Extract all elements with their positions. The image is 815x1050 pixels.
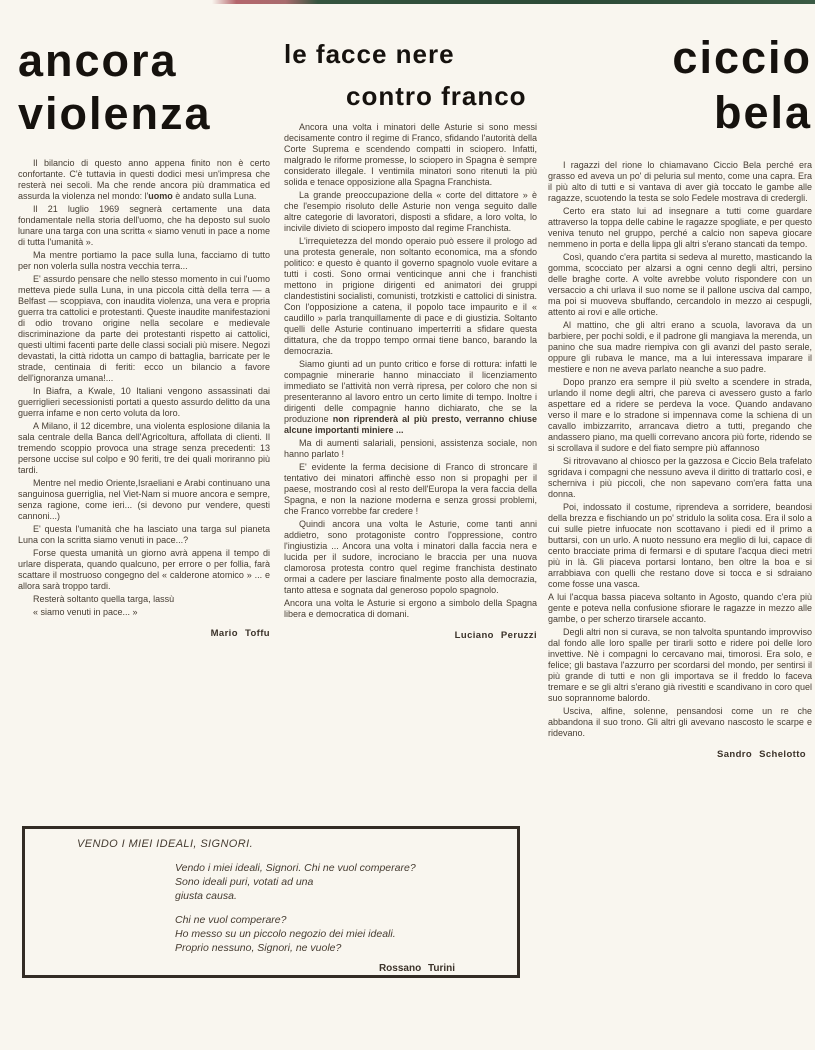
article-body xyxy=(18,158,270,639)
paragraph: In Biafra, a Kwale, 10 Italiani vengono assassinati dai guerriglieri secessionisti portati a questo assurdo delitto da una guerra infame e non certo voluta da loro. xyxy=(18,386,270,418)
author-signature: Luciano Peruzzi xyxy=(454,630,537,641)
author-signature: Rossano Turini xyxy=(378,963,455,974)
poem-line: Vendo i miei ideali, Signori. Chi ne vuol comperare? xyxy=(175,862,416,874)
paragraph xyxy=(284,359,537,436)
headline-line: violenza xyxy=(18,88,212,139)
poem-box xyxy=(22,826,520,978)
poem-body xyxy=(175,861,517,955)
paragraph: Poi, indossato il costume, riprendeva a sorridere, beandosi della brezza e fischiando un po' stridulo la solita cosa. Era il solo a cui sulle pietre infuocate non scottavano i piedi ed il primo a buttarsi, con un urlo. A nuoto nessuno era meglio di lui, capace di cento bracciate prima di fermarsi e di sputare l'acqua dieci metri più in là. Gli piaceva portarsi lontano, ben oltre la boa e si arrabbiava con quelli che restano dove si tocca e si sdraiano come fosse una vasca. xyxy=(548,502,812,589)
article-body xyxy=(548,160,812,760)
headline-line: le facce nere xyxy=(284,39,455,69)
paragraph: Ancora una volta i minatori delle Asturie si sono messi decisamente contro il regime di Franco, sfidando l'autorità della Corte Suprema e scendendo compatti in sciopero. Infatti, malgrado le riforme promesse, lo sciopero in Spagna è sempre considerato illegale. I ventimila minatori sono ritenuti la più solida e tenace opposizione alla Spagna Franchista. xyxy=(284,122,537,187)
headline-line: ancora xyxy=(18,35,178,86)
paragraph: A lui l'acqua bassa piaceva soltanto in Agosto, quando c'era più gente e poteva nella confusione sfiorare le ragazze in mezzo alle gambe, o per scherzo tirarsele accanto. xyxy=(548,592,812,624)
paragraph: Al mattino, che gli altri erano a scuola, lavorava da un barbiere, per pochi soldi, e il padrone gli mangiava la merenda, un panino che sua madre riempiva con gli avanzi del pasto serale, oppure gli rubava le mance, ma a lui interessava imparare il mestiere e non ne aveva parlato neanche a suo padre. xyxy=(548,320,812,374)
paragraph: Certo era stato lui ad insegnare a tutti come guardare attraverso la toppa delle cabine le ragazze spogliate, e per questo veniva tenuto nel gruppo, perché a calcio non sapeva giocare nemmeno in porta e della lippa gli altri s'erano stancati da tempo. xyxy=(548,206,812,249)
paragraph-text: Siamo giunti ad un punto critico e forse di rottura: infatti le compagnie minerarie hanno minacciato il licenziamento immediato se l'attività non verrà ripresa, per coloro che non si presenteranno al lavoro entro un certo limite di tempo. Inoltre i dirigenti delle compagnie hanno dichiarato, che se la produzione xyxy=(284,359,537,424)
paragraph: Resterà soltanto quella targa, lassù xyxy=(33,594,175,604)
headline-line: contro franco xyxy=(346,81,527,111)
paragraph: Degli altri non si curava, se non talvolta spuntando improvviso dal fondo alle loro spalle per tirarli sotto e ridere poi delle loro invettive. Nè i compagni lo cercavano mai, timorosi. Era solo, e felice; gli bastava l'azzurro per scordarsi del mondo, per sentirsi il più grande di tutti e non gli importava se il freddo lo faceva tremare e se gli altri s'erano già rivestiti e scandivano in coro quel suo soprannome balordo. xyxy=(548,627,812,703)
headline-line: ciccio xyxy=(672,32,812,83)
poem-line: Chi ne vuol comperare? xyxy=(175,914,287,926)
article-body xyxy=(284,122,537,641)
paragraph: E' questa l'umanità che ha lasciato una targa sul pianeta Luna con la scritta siamo venuti in pace...? xyxy=(18,524,270,545)
headline-line: bela xyxy=(713,87,812,138)
paragraph-text: Il bilancio di questo anno appena finito non è certo confortante. C'è tuttavia in questi dodici mesi un'impresa che resterà nei secoli. Ma che rende ancora più drammatica ed assurda la violenza nel mondo: l' xyxy=(18,158,270,201)
poem-stanza xyxy=(175,861,517,903)
author-signature: Mario Toffu xyxy=(210,628,270,639)
paragraph: La grande preoccupazione della « corte del dittatore » è che l'esempio risoluto delle Asturie non venga seguito dalle altre categorie di lavoratori, disposti a sfidare, a loro volta, lo incivile divieto di sciopero imposto dal regime Franchista. xyxy=(284,190,537,233)
paragraph xyxy=(18,158,270,202)
headline-ciccio-bela xyxy=(548,30,812,140)
paragraph: « siamo venuti in pace... » xyxy=(33,607,138,617)
paragraph: Ancora una volta le Asturie si ergono a simbolo della Spagna libera e democratica di domani. xyxy=(284,598,537,619)
paragraph: Forse questa umanità un giorno avrà appena il tempo di urlare disperata, quando qualcuno, per errore o per follia, farà scattare il mostruoso congegno del « calderone atomico » ... e allora sarà troppo tardi. xyxy=(18,548,270,591)
poem-line: Sono ideali puri, votati ad una xyxy=(175,876,314,888)
paragraph: I ragazzi del rione lo chiamavano Ciccio Bela perché era grasso ed aveva un po' di peluria sul mento, come una capra. Era il più alto di tutti e si vantava di aver già toccato le gambe alle ragazze, scuotendo la testa se solo Fedele mostrava di credergli. xyxy=(548,160,812,203)
poem-line: Ho messo su un piccolo negozio dei miei ideali. xyxy=(175,928,396,940)
article-ancora-violenza xyxy=(18,34,270,641)
paragraph: E' evidente la ferma decisione di Franco di stroncare il tentativo dei minatori affinchè esso non si propaghi per il paese, mostrando così al resto dell'Europa la vera faccia della Spagna, e non la nazione moderna e senza grossi problemi, che Franco vorrebbe far credere ! xyxy=(284,462,537,516)
headline-ancora-violenza xyxy=(18,34,270,140)
paragraph-text: è andato sulla Luna. xyxy=(172,191,257,201)
paragraph: Quindi ancora una volta le Asturie, come tanti anni addietro, sono protagoniste contro l'oppressione, contro l'ingiustizia ... Ancora una volta i minatori dalla faccia nera e lucida per il sudore, incrociano le braccia per una nuova clamorosa protesta contro quel regime franchista destinato ormai a cadere per lasciare finalmente posto alla democrazia, tanto attesa e sognata dal generoso popolo spagnolo. xyxy=(284,519,537,595)
paragraph: Dopo pranzo era sempre il più svelto a scendere in strada, urlando il nome degli altri, che pareva ci avessero gusto a farlo aspettare ed a ridere se perdeva la voce. Quando andavano verso il mare e lo stradone si impennava come la schiena di un cavallo imbizzarrito, arrancava dietro a tutti, pregando che andassero piano, ma quelli correvano ancora più forte, ridendo se si scrollava il sudore e del fiato sempre più affannoso xyxy=(548,377,812,453)
paragraph: A Milano, il 12 dicembre, una violenta esplosione dilania la sala centrale della Banca dell'Agricoltura, affollata di clienti. Il tremendo scoppio provoca una strage senza precedenti: 13 persone uccise sul colpo e 90 feriti, tre dei quali moriranno più tardi. xyxy=(18,421,270,475)
poem-title: VENDO I MIEI IDEALI, SIGNORI. xyxy=(77,838,254,850)
paragraph: L'irrequietezza del mondo operaio può essere il prologo ad una protesta generale, non soltanto economica, ma a sfondo politico: e questo è quanto il governo spagnolo vuole evitare a tutti i costi. Sono ormai venticinque anni che i franchisti mettono in prigione dirigenti ed animatori dei gruppi clandestistini socialisti, comunisti, trotzkisti e cattolici di sinistra. Con l'opposizione a catena, il popolo tace impaurito e il « caudillo » parla tranquillamente di pace e di giustizia. Soltanto quelli delle Asturie continuano imperterriti a sfidare questa dittatura, che da troppo tempo ormai tiene banco, barando la democrazia. xyxy=(284,236,537,356)
paragraph: Ma mentre portiamo la pace sulla luna, facciamo di tutto per non volerla sulla nostra vecchia terra... xyxy=(18,250,270,271)
page-top-edge-strip xyxy=(0,0,815,4)
article-ciccio-bela xyxy=(548,30,812,762)
paragraph: E' assurdo pensare che nello stesso momento in cui l'uomo metteva piede sulla Luna, in una piccola città della terra — a Belfast — scoppiava, con inaudita violenza, una vera e propria guerra tra cattolici e protestanti. Queste inaudite manifestazioni di odio trovano origine nella secolare e medievale discriminazione da parte dei protestanti rispetto ai cattolici, questi ultimi facenti parte delle classi sociali più misere. Negozi devastati, la città ridotta un campo di battaglia, barricate per le strade, centinaia di feriti: ecco un bilancio a favore dell'ignoranza umana!... xyxy=(18,274,270,383)
paragraph: Così, quando c'era partita si sedeva al muretto, masticando la gomma, scocciato per alzarsi a ogni cenno degli altri, persino delle braghe corte. A volte avrebbe voluto rispondere con un versaccio a chi urlava il suo nome se il pallone usciva dal campo, ma poi si muoveva sbuffando, cercandolo in mezzo ai cespugli, attento ai rovi e alle ortiche. xyxy=(548,252,812,317)
paragraph: Il 21 luglio 1969 segnerà certamente una data fondamentale nella storia dell'uomo, che ha deposto sul suolo lunare una targa con una scritta « siamo venuti in pace a nome di tutta l'umanità ». xyxy=(18,204,270,247)
bold-text: non riprenderà al più presto, verranno chiuse alcune importanti miniere ... xyxy=(284,414,538,435)
paragraph: Mentre nel medio Oriente,Israeliani e Arabi continuano una sanguinosa guerriglia, nel Viet-Nam si muore ancora e sempre, senza ragione, come ieri... (si devono pur vendere, questi cannoni...) xyxy=(18,478,270,521)
paragraph: Usciva, alfine, solenne, pensandosi come un re che abbandona il suo trono. Gli altri gli avevano nascosto le scarpe e ridevano. xyxy=(548,706,812,738)
paragraph: Ma di aumenti salariali, pensioni, assistenza sociale, non hanno parlato ! xyxy=(284,438,537,459)
bold-text: uomo xyxy=(148,191,173,201)
poem-line: Proprio nessuno, Signori, ne vuole? xyxy=(175,942,342,954)
article-le-facce-nere xyxy=(284,33,537,643)
paragraph: Si ritrovavano al chiosco per la gazzosa e Ciccio Bela trafelato sgridava i compagni che nessuno aveva il diritto di trattarlo così, e scherniva i più piccoli, che non sapevano com'era fatta una donna. xyxy=(548,456,812,499)
headline-le-facce-nere xyxy=(284,33,537,117)
poem-line: giusta causa. xyxy=(175,890,237,902)
author-signature: Sandro Schelotto xyxy=(716,749,806,760)
poem-stanza xyxy=(175,913,517,955)
